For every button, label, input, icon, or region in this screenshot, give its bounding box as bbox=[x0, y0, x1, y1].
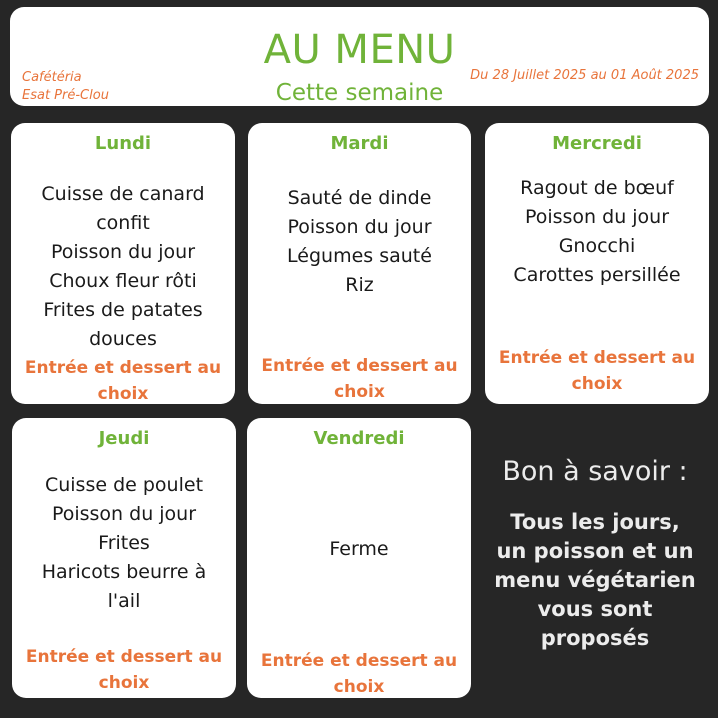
dish-item: Haricots beurre à bbox=[41, 561, 207, 583]
tip-body bbox=[484, 508, 706, 653]
dish-item: Cuisse de canard bbox=[41, 183, 205, 205]
dish-list bbox=[255, 535, 463, 564]
day-title: Lundi bbox=[94, 133, 152, 154]
tip-line: proposés bbox=[540, 626, 650, 650]
dish-item: Sauté de dinde bbox=[287, 187, 432, 209]
day-card-lundi bbox=[11, 123, 235, 404]
dish-item: Poisson du jour bbox=[524, 206, 670, 228]
dish-item: Poisson du jour bbox=[51, 503, 197, 525]
location-label bbox=[22, 69, 109, 105]
extra-note-line-1: Entrée et dessert au bbox=[261, 356, 458, 376]
dish-item: Gnocchi bbox=[558, 235, 636, 257]
dish-item: Choux fleur rôti bbox=[49, 270, 197, 292]
extra-note-line-2: choix bbox=[333, 677, 385, 697]
day-title: Mardi bbox=[330, 133, 389, 154]
dish-item: Frites bbox=[98, 532, 150, 554]
extra-note-line-2: choix bbox=[571, 374, 623, 394]
dish-item: Poisson du jour bbox=[287, 216, 432, 238]
dish-item: Ferme bbox=[329, 538, 389, 560]
day-title: Mercredi bbox=[552, 133, 642, 154]
dish-item: Carottes persillée bbox=[513, 264, 681, 286]
tip-line: menu végétarien bbox=[494, 568, 696, 592]
page-subtitle: Cette semaine bbox=[275, 80, 444, 106]
dish-item: Cuisse de poulet bbox=[44, 474, 204, 496]
extra-note bbox=[254, 353, 465, 405]
day-title: Jeudi bbox=[98, 428, 150, 449]
dish-list bbox=[20, 471, 228, 616]
day-card-jeudi bbox=[12, 418, 236, 698]
dish-list bbox=[256, 184, 463, 300]
dish-item: Ragout de bœuf bbox=[520, 177, 674, 199]
header-card bbox=[10, 7, 709, 106]
dish-item: douces bbox=[89, 328, 157, 350]
extra-note-line-1: Entrée et dessert au bbox=[498, 348, 696, 368]
extra-note-line-1: Entrée et dessert au bbox=[260, 651, 458, 671]
extra-note-line-2: choix bbox=[97, 384, 149, 404]
extra-note bbox=[491, 345, 703, 397]
dish-list bbox=[19, 180, 227, 354]
extra-note-line-1: Entrée et dessert au bbox=[25, 647, 223, 667]
date-range: Du 28 Juillet 2025 au 01 Août 2025 bbox=[470, 68, 699, 83]
day-card-mardi bbox=[248, 123, 471, 404]
tip-line: Tous les jours, bbox=[510, 510, 680, 534]
tip-line: vous sont bbox=[537, 597, 653, 621]
extra-note bbox=[253, 648, 465, 700]
extra-note bbox=[18, 644, 230, 696]
extra-note-line-1: Entrée et dessert au bbox=[24, 358, 222, 378]
tip-title: Bon à savoir : bbox=[502, 456, 688, 487]
page-title: AU MENU bbox=[263, 27, 456, 73]
dish-item: l'ail bbox=[107, 590, 141, 612]
dish-list bbox=[493, 174, 701, 290]
day-title: Vendredi bbox=[313, 428, 405, 449]
dish-item: Légumes sauté bbox=[287, 245, 432, 267]
dish-item: Frites de patates bbox=[43, 299, 203, 321]
day-card-mercredi bbox=[485, 123, 709, 404]
day-card-vendredi bbox=[247, 418, 471, 698]
dish-item: Poisson du jour bbox=[50, 241, 196, 263]
extra-note-line-2: choix bbox=[334, 382, 385, 402]
extra-note-line-2: choix bbox=[98, 673, 150, 693]
location-line-1: Cafétéria bbox=[22, 70, 82, 85]
dish-item: confit bbox=[96, 212, 150, 234]
extra-note bbox=[17, 355, 229, 407]
dish-item: Riz bbox=[345, 274, 374, 296]
location-line-2: Esat Pré-Clou bbox=[22, 88, 109, 103]
tip-line: un poisson et un bbox=[496, 539, 694, 563]
